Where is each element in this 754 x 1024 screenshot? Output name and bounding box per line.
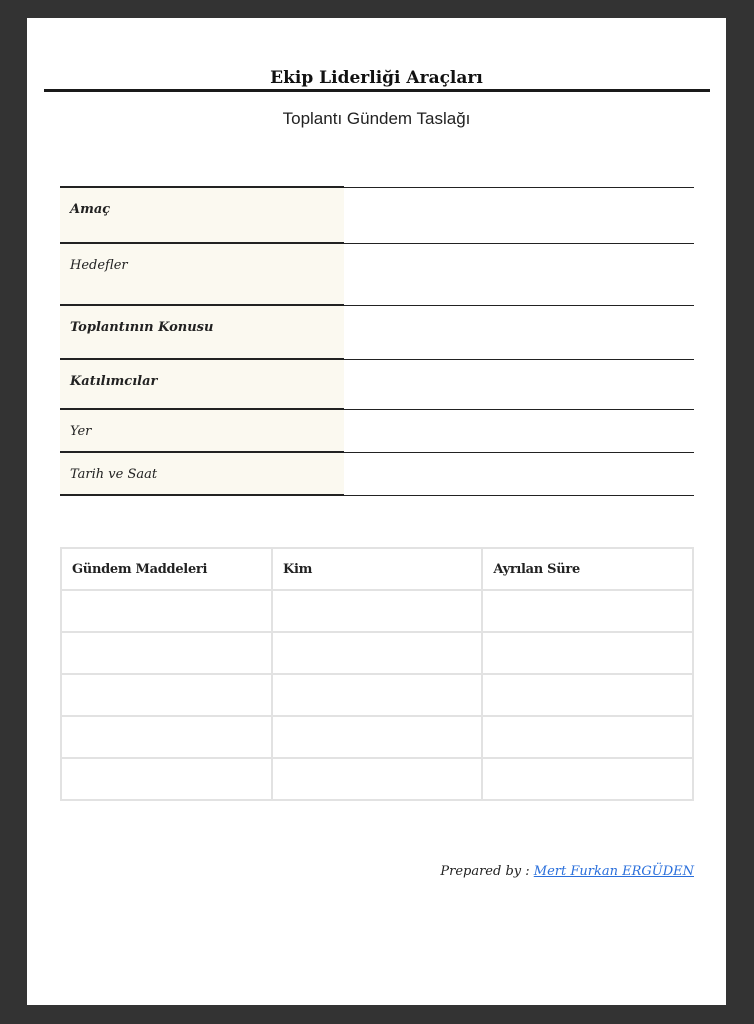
agenda-row — [61, 590, 693, 632]
info-value-cell[interactable] — [344, 187, 694, 243]
prepared-by-label: Prepared by : — [440, 864, 534, 879]
agenda-table — [60, 547, 694, 801]
agenda-header-items: Gündem Maddeleri — [61, 548, 272, 590]
info-row-tarih — [60, 452, 694, 495]
info-row-amac — [60, 187, 694, 243]
agenda-cell[interactable] — [272, 590, 482, 632]
info-value-cell[interactable] — [344, 409, 694, 452]
info-value-cell[interactable] — [344, 305, 694, 359]
info-label: Katılımcılar — [70, 374, 158, 389]
agenda-cell[interactable] — [482, 716, 693, 758]
info-label-cell — [60, 187, 344, 243]
agenda-cell[interactable] — [272, 758, 482, 800]
document-subtitle: Toplantı Gündem Taslağı — [282, 109, 471, 128]
agenda-cell[interactable] — [61, 716, 272, 758]
info-label-cell — [60, 305, 344, 359]
agenda-cell[interactable] — [482, 674, 693, 716]
document-title: Ekip Liderliği Araçları — [270, 68, 483, 88]
agenda-cell[interactable] — [61, 758, 272, 800]
title-divider — [44, 89, 710, 92]
meeting-info-table — [60, 186, 694, 496]
info-label-cell — [60, 409, 344, 452]
info-label: Hedefler — [70, 258, 128, 273]
agenda-cell[interactable] — [482, 632, 693, 674]
info-row-hedefler — [60, 243, 694, 305]
info-label: Toplantının Konusu — [70, 320, 214, 335]
document-page — [27, 18, 726, 1005]
agenda-header-time: Ayrılan Süre — [482, 548, 693, 590]
agenda-cell[interactable] — [61, 590, 272, 632]
agenda-cell[interactable] — [272, 716, 482, 758]
agenda-cell[interactable] — [272, 632, 482, 674]
agenda-cell[interactable] — [482, 590, 693, 632]
info-label-cell — [60, 243, 344, 305]
agenda-row — [61, 674, 693, 716]
agenda-row — [61, 758, 693, 800]
info-label: Yer — [70, 424, 92, 439]
agenda-cell[interactable] — [61, 674, 272, 716]
info-value-cell[interactable] — [344, 359, 694, 409]
agenda-cell[interactable] — [272, 674, 482, 716]
info-value-cell[interactable] — [344, 452, 694, 495]
agenda-row — [61, 632, 693, 674]
agenda-header-who: Kim — [272, 548, 482, 590]
prepared-by-line — [440, 864, 694, 879]
agenda-cell[interactable] — [61, 632, 272, 674]
agenda-row — [61, 716, 693, 758]
info-label: Tarih ve Saat — [70, 467, 158, 482]
agenda-header-row — [61, 548, 693, 590]
info-row-katilimcilar — [60, 359, 694, 409]
agenda-cell[interactable] — [482, 758, 693, 800]
info-row-konu — [60, 305, 694, 359]
info-value-cell[interactable] — [344, 243, 694, 305]
info-label-cell — [60, 359, 344, 409]
author-link[interactable]: Mert Furkan ERGÜDEN — [533, 864, 694, 879]
info-row-yer — [60, 409, 694, 452]
info-label: Amaç — [70, 202, 111, 217]
info-label-cell — [60, 452, 344, 495]
